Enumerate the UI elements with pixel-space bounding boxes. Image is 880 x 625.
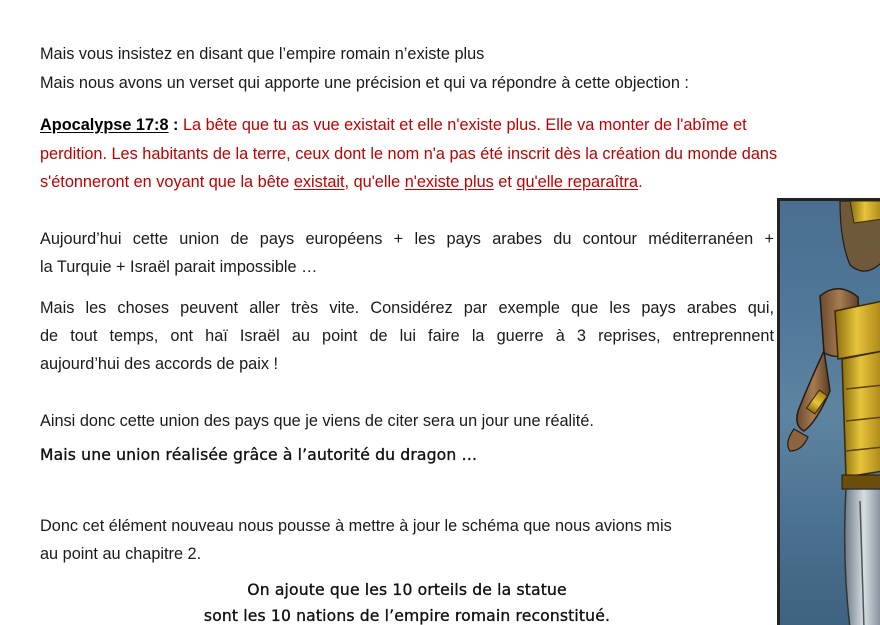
schema-line-2: au point au chapitre 2. <box>40 545 202 563</box>
verse-line-3-mid2: et <box>493 173 517 191</box>
statue-illustration <box>777 198 880 625</box>
conclusion-line-1: On ajoute que les 10 orteils de la statue <box>247 581 567 599</box>
verse-underline-reparaitra: qu'elle reparaîtra <box>516 173 639 191</box>
verse-text-1: La bête que tu as vue existait et elle n'existe plus. Elle va monter de l'abîme et <box>182 116 747 134</box>
reality-line-1: Ainsi donc cette union des pays que je viens de citer sera un jour une réalité. <box>40 412 594 430</box>
verse-line-3 <box>40 172 643 192</box>
verse-underline-nexiste-plus: n'existe plus <box>404 173 494 191</box>
intro-line-2: Mais nous avons un verset qui apporte une précision et qui va répondre à cette objection : <box>40 74 689 92</box>
dragon-line: Mais une union réalisée grâce à l’autorité du dragon … <box>40 446 478 464</box>
verse-underline-existait: existait <box>293 173 345 191</box>
verse-line-2: perdition. Les habitants de la terre, ceux dont le nom n'a pas été inscrit dès la création du monde dans <box>40 145 778 163</box>
verse-line-3-pre: s'étonneront en voyant que la bête <box>40 173 294 191</box>
verse-reference: Apocalypse 17:8 <box>40 116 169 134</box>
union-line-2: la Turquie + Israël parait impossible … <box>40 258 318 276</box>
things-line-3: aujourd’hui des accords de paix ! <box>40 355 279 373</box>
verse-line-1 <box>40 115 747 135</box>
verse-line-3-mid1: , qu'elle <box>344 173 405 191</box>
intro-line-1: Mais vous insistez en disant que l’empire romain n’existe plus <box>40 45 485 63</box>
verse-line-3-end: . <box>638 173 643 191</box>
things-line-1: Mais les choses peuvent aller très vite. Considérez par exemple que les pays arabes qui, <box>40 299 774 317</box>
verse-reference-colon: : <box>168 116 183 134</box>
conclusion-line-2: sont les 10 nations de l’empire romain reconstitué. <box>203 607 611 625</box>
statue-illustration-svg <box>780 201 880 625</box>
schema-line-1: Donc cet élément nouveau nous pousse à mettre à jour le schéma que nous avions mis <box>40 517 672 535</box>
union-line-1: Aujourd’hui cette union de pays européens + les pays arabes du contour méditerranéen + <box>40 230 774 248</box>
things-line-2: de tout temps, ont haï Israël au point de lui faire la guerre à 3 reprises, entreprennent <box>40 327 774 345</box>
